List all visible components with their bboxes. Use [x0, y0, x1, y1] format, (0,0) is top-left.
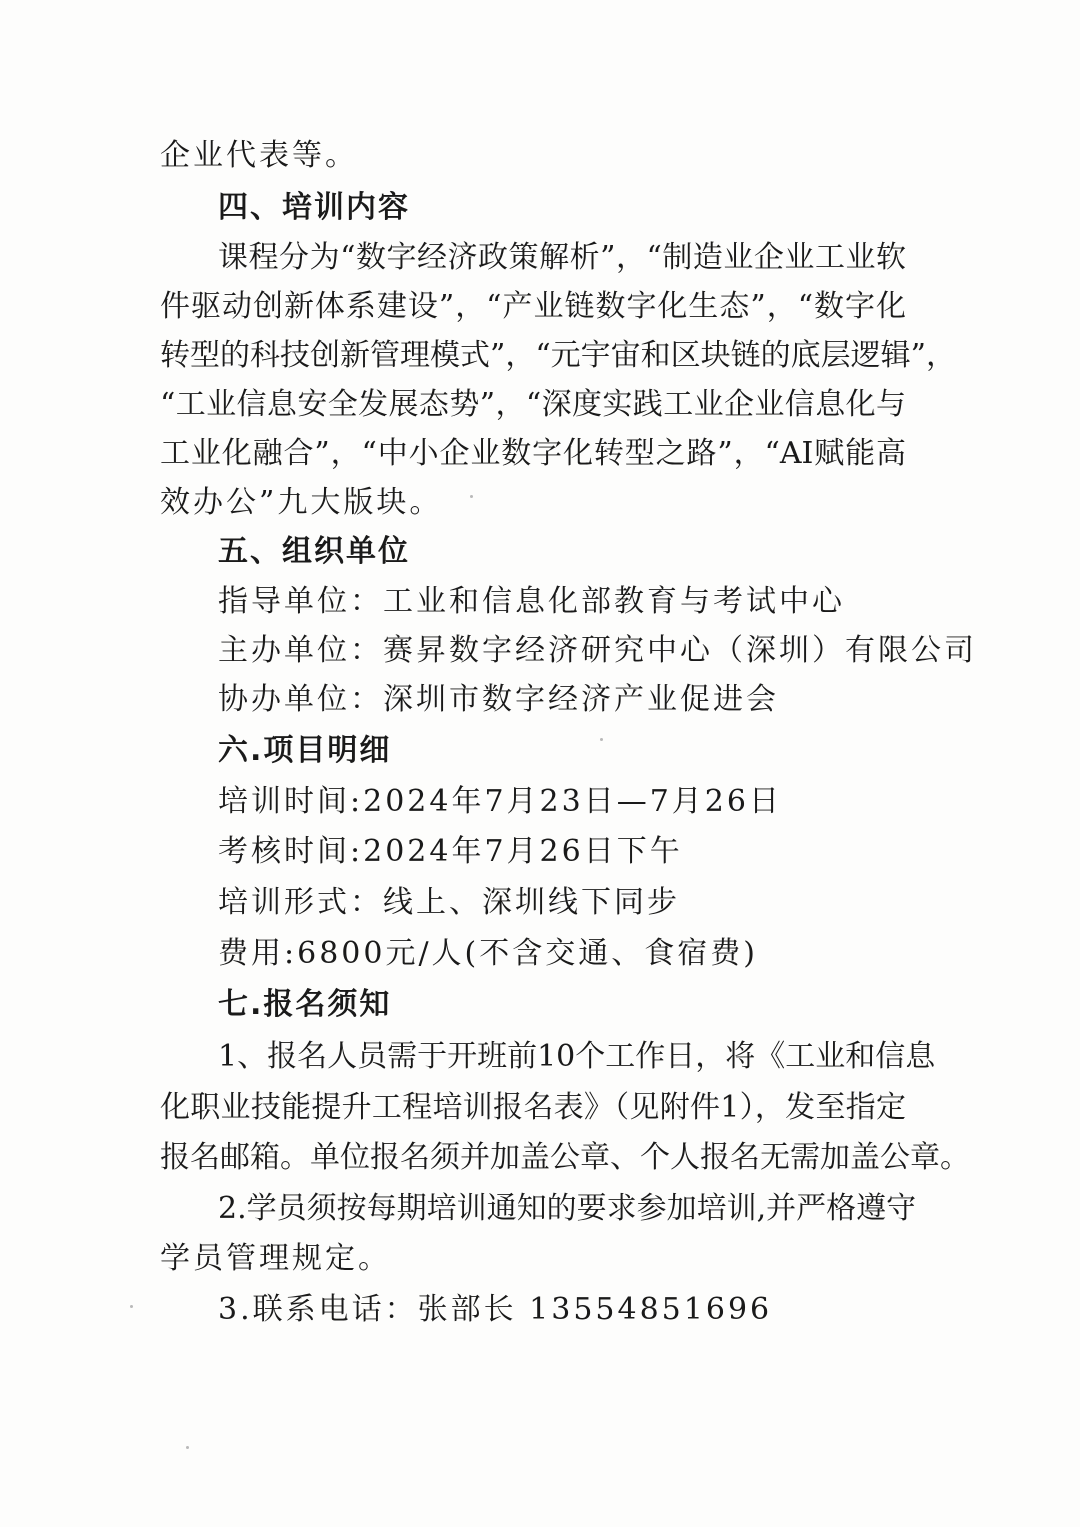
scan-speck: [470, 495, 473, 498]
guide-unit: 指导单位：工业和信息化部教育与考试中心: [218, 584, 845, 619]
paragraph-line: “工业信息安全发展态势”，“深度实践工业企业信息化与: [160, 387, 906, 422]
scan-speck: [130, 1305, 133, 1308]
scan-speck: [186, 1446, 189, 1449]
fee: 费用:6800元/人(不含交通、食宿费): [218, 936, 758, 971]
host-unit: 主办单位：赛昇数字经济研究中心（深圳）有限公司: [218, 633, 977, 668]
registration-item-1-line: 报名邮箱。单位报名须并加盖公章、个人报名无需加盖公章。: [160, 1140, 970, 1175]
continuation-text: 企业代表等。: [160, 138, 358, 173]
section-heading-training-content: 四、培训内容: [218, 190, 410, 225]
section-heading-registration: 七.报名须知: [218, 987, 392, 1022]
section-heading-project-details: 六.项目明细: [218, 733, 392, 768]
registration-item-2-line: 2.学员须按每期培训通知的要求参加培训,并严格遵守: [218, 1191, 917, 1226]
paragraph-line: 课程分为“数字经济政策解析”，“制造业企业工业软: [218, 240, 906, 275]
paragraph-line: 效办公”九大版块。: [160, 485, 443, 520]
scan-speck: [600, 738, 603, 741]
contact-phone: 3.联系电话：张部长 13554851696: [218, 1292, 773, 1327]
paragraph-line: 转型的科技创新管理模式”，“元宇宙和区块链的底层逻辑”，: [160, 338, 957, 373]
training-time: 培训时间:2024年7月23日—7月26日: [218, 784, 782, 819]
exam-time: 考核时间:2024年7月26日下午: [218, 834, 683, 869]
registration-item-1-line: 1、报名人员需于开班前10个工作日，将《工业和信息: [218, 1039, 936, 1074]
registration-item-2-line: 学员管理规定。: [160, 1241, 391, 1276]
registration-item-1-line: 化职业技能提升工程培训报名表》（见附件1），发至指定: [160, 1090, 906, 1125]
section-heading-organizers: 五、组织单位: [218, 534, 410, 569]
co-host-unit: 协办单位：深圳市数字经济产业促进会: [218, 682, 779, 717]
paragraph-line: 工业化融合”，“中小企业数字化转型之路”，“AI赋能高: [160, 436, 906, 471]
paragraph-line: 件驱动创新体系建设”，“产业链数字化生态”，“数字化: [160, 289, 906, 324]
training-format: 培训形式：线上、深圳线下同步: [218, 885, 680, 920]
